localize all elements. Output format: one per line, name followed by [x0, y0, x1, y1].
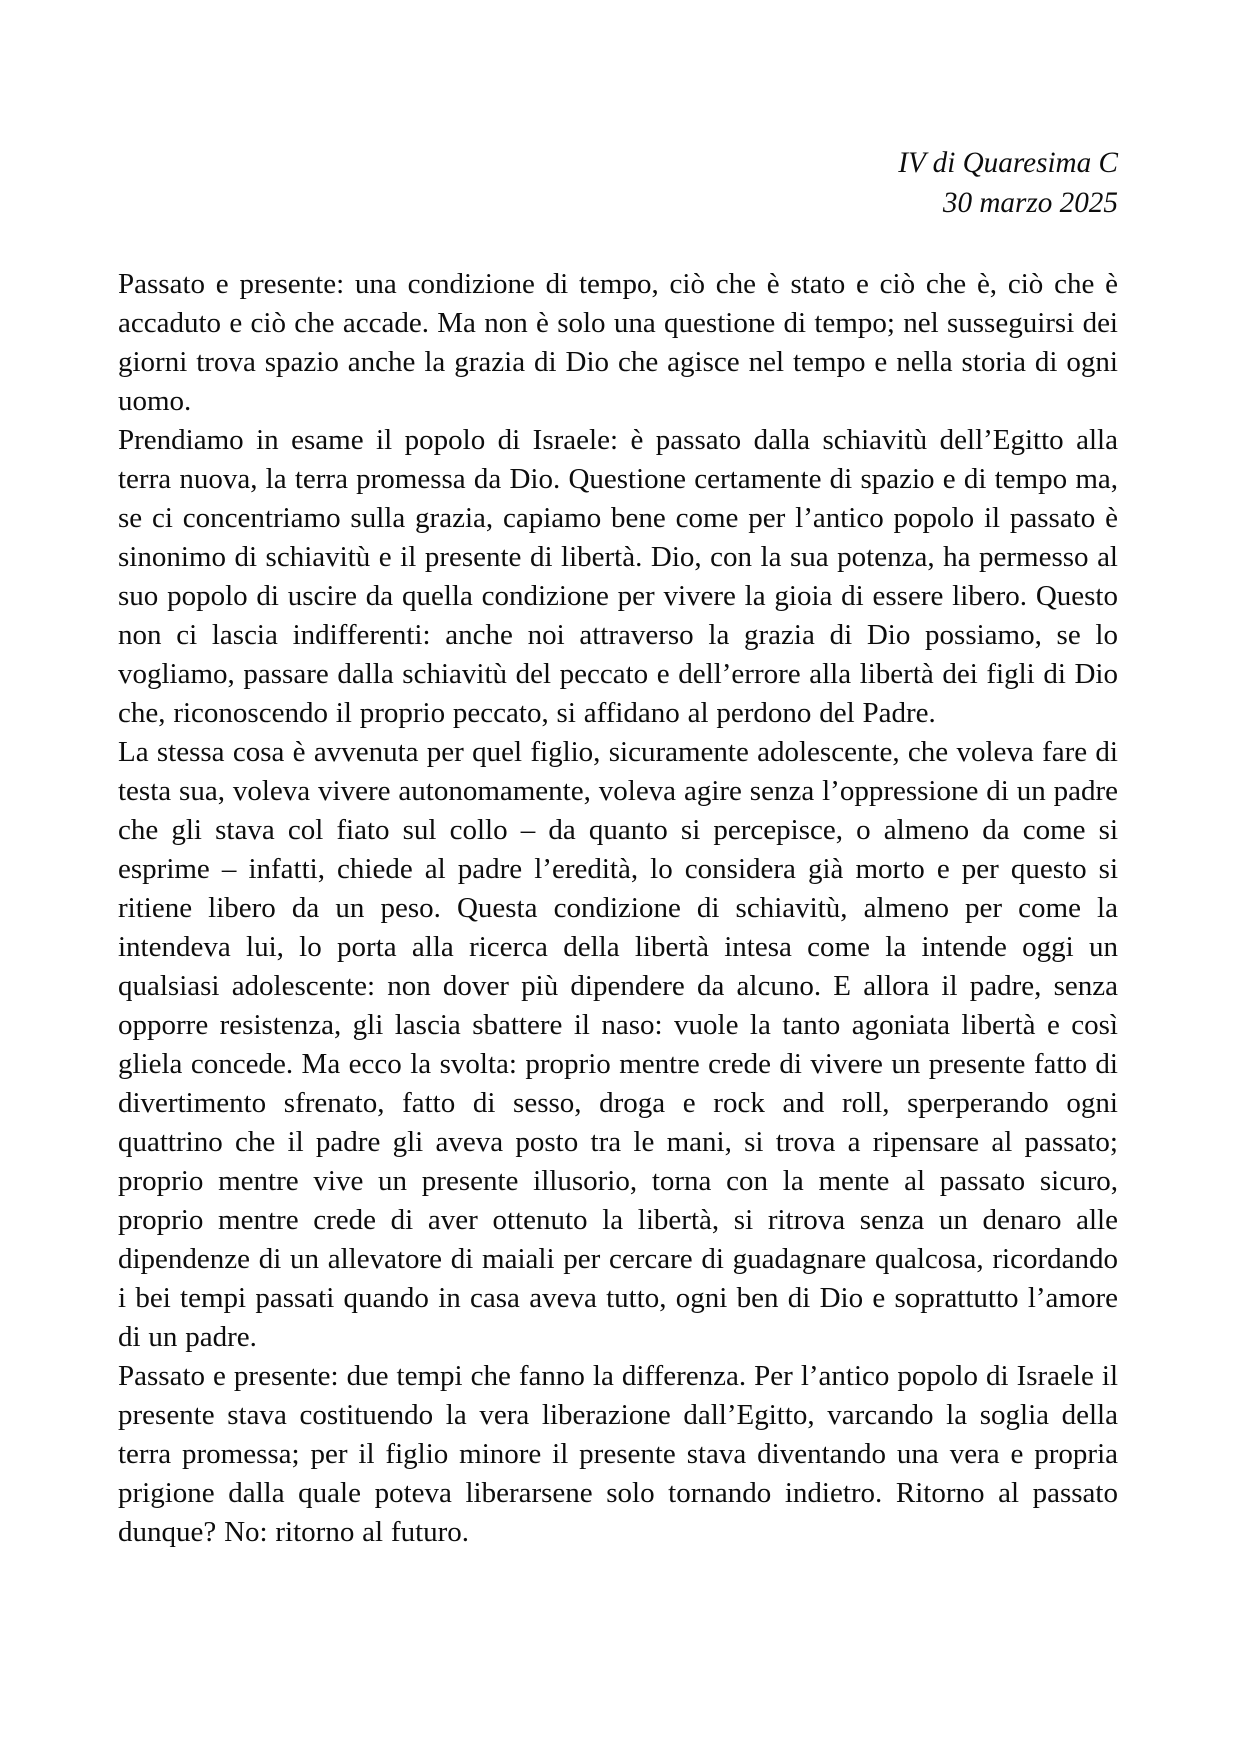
paragraph-past-and-present-intro: Passato e presente: una condizione di tempo, ciò che è stato e ciò che è, ciò che è accaduto e ciò che accade. Ma non è solo una questione di tempo; nel susseguirsi dei giorni trova spazio anche la grazia di Dio che agisce nel tempo e nella storia di ogni uomo.: [118, 268, 1118, 417]
document-content: [118, 143, 1118, 1552]
paragraph-prodigal-son: La stessa cosa è avvenuta per quel figlio, sicuramente adolescente, che voleva fare di testa sua, voleva vivere autonomamente, voleva agire senza l’oppressione di un padre che gli stava col fiato sul collo – da quanto si percepisce, o almeno da come si esprime – infatti, chiede al padre l’eredità, lo considera già morto e per questo si ritiene libero da un peso. Questa condizione di schiavitù, almeno per come la intendeva lui, lo porta alla ricerca della libertà intesa come la intende oggi un qualsiasi adolescente: non dover più dipendere da alcuno. E allora il padre, senza opporre resistenza, gli lascia sbattere il naso: vuole la tanto agoniata libertà e così gliela concede. Ma ecco la svolta: proprio mentre crede di vivere un presente fatto di divertimento sfrenato, fatto di sesso, droga e rock and roll, sperperando ogni quattrino che il padre gli aveva posto tra le mani, si trova a ripensare al passato; proprio mentre vive un presente illusorio, torna con la mente al passato sicuro, proprio mentre crede di aver ottenuto la libertà, si ritrova senza un denaro alle dipendenze di un allevatore di maiali per cercare di guadagnare qualcosa, ricordando i bei tempi passati quando in casa aveva tutto, ogni ben di Dio e soprattutto l’amore di un padre.: [118, 736, 1118, 1353]
document-body: [118, 265, 1118, 1552]
header-date: 30 marzo 2025: [942, 187, 1118, 219]
header-liturgical-title: IV di Quaresima C: [898, 147, 1118, 179]
paragraph-people-of-israel: Prendiamo in esame il popolo di Israele: è passato dalla schiavitù dell’Egitto alla terra nuova, la terra promessa da Dio. Questione certamente di spazio e di tempo ma, se ci concentriamo sulla grazia, capiamo bene come per l’antico popolo il passato è sinonimo di schiavitù e il presente di libertà. Dio, con la sua potenza, ha permesso al suo popolo di uscire da quella condizione per vivere la gioia di essere libero. Questo non ci lascia indifferenti: anche noi attraverso la grazia di Dio possiamo, se lo vogliamo, passare dalla schiavitù del peccato e dell’errore alla libertà dei figli di Dio che, riconoscendo il proprio peccato, si affidano al perdono del Padre.: [118, 424, 1118, 729]
document-header: [118, 143, 1118, 223]
paragraph-conclusion: Passato e presente: due tempi che fanno la differenza. Per l’antico popolo di Israele il presente stava costituendo la vera liberazione dall’Egitto, varcando la soglia della terra promessa; per il figlio minore il presente stava diventando una vera e propria prigione dalla quale poteva liberarsene solo tornando indietro. Ritorno al passato dunque? No: ritorno al futuro.: [118, 1360, 1118, 1548]
header-body-gap: [118, 223, 1118, 265]
